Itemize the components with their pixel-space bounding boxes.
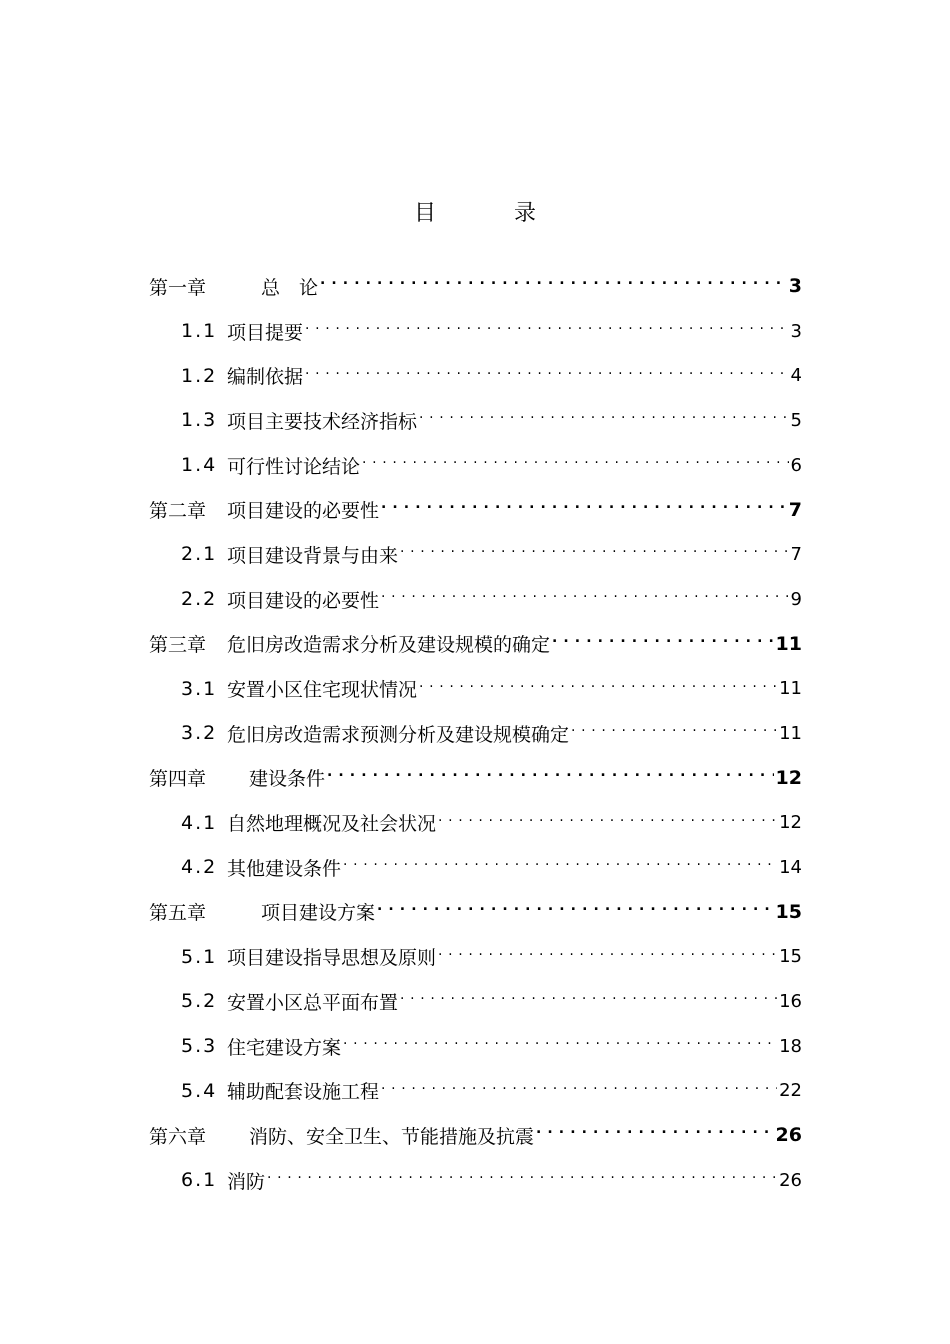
toc-entry-number: 3.2 xyxy=(181,722,218,745)
toc-page-number: 11 xyxy=(775,632,802,655)
toc-entry-number: 第三章 xyxy=(149,634,207,657)
toc-page-number: 12 xyxy=(775,766,802,789)
toc-section-entry[interactable] xyxy=(149,1068,802,1113)
dot-leader xyxy=(267,1170,777,1190)
toc-entry-number: 1.3 xyxy=(181,409,218,432)
dot-leader xyxy=(536,1125,774,1145)
toc-entry-number: 4.1 xyxy=(181,811,218,834)
toc-page-number: 18 xyxy=(779,1035,802,1057)
dot-leader xyxy=(327,768,774,788)
toc-page-number: 14 xyxy=(779,856,802,878)
toc-entry-number: 1.2 xyxy=(181,364,218,387)
toc-entry-number: 5.4 xyxy=(181,1079,218,1102)
toc-entry-number: 第六章 xyxy=(149,1125,207,1148)
dot-leader xyxy=(381,1081,777,1101)
toc-section-entry[interactable] xyxy=(149,711,802,756)
dot-leader xyxy=(419,410,789,430)
toc-page-number: 16 xyxy=(779,990,802,1012)
toc-entry-number: 1.1 xyxy=(181,320,218,343)
toc-section-entry[interactable] xyxy=(149,532,802,577)
toc-entry-number: 5.1 xyxy=(181,945,218,968)
toc-section-entry[interactable] xyxy=(149,577,802,622)
dot-leader xyxy=(362,455,789,475)
toc-page-number: 12 xyxy=(779,812,802,834)
toc-entry-number: 第四章 xyxy=(149,768,207,791)
dot-leader xyxy=(552,634,774,654)
toc-entry-title: 安置小区总平面布置 xyxy=(227,991,399,1014)
toc-entry-number: 3.1 xyxy=(181,677,218,700)
title-left-char: 目 xyxy=(413,201,436,226)
toc-entry-number: 5.2 xyxy=(181,990,218,1013)
toc-entry-title: 辅助配套设施工程 xyxy=(227,1081,380,1104)
toc-entry-title: 建设条件 xyxy=(249,768,326,791)
toc-section-entry[interactable] xyxy=(149,443,802,488)
toc-page-number: 22 xyxy=(779,1080,802,1102)
dot-leader xyxy=(438,947,777,967)
toc-entry-title: 危旧房改造需求分析及建设规模的确定 xyxy=(227,634,551,657)
toc-page-number: 26 xyxy=(775,1124,802,1147)
toc-section-entry[interactable] xyxy=(149,845,802,890)
dot-leader xyxy=(320,276,787,296)
dot-leader xyxy=(571,723,777,743)
toc-entry-title: 总 论 xyxy=(261,276,319,299)
toc-section-entry[interactable] xyxy=(149,979,802,1024)
toc-chapter-entry[interactable] xyxy=(149,1113,802,1158)
toc-entry-title: 项目建设方案 xyxy=(261,902,376,925)
toc-section-entry[interactable] xyxy=(149,309,802,354)
toc-entry-title: 编制依据 xyxy=(227,366,304,389)
toc-chapter-entry[interactable] xyxy=(149,890,802,935)
toc-chapter-entry[interactable] xyxy=(149,264,802,309)
dot-leader xyxy=(400,991,777,1011)
toc-page-number: 6 xyxy=(790,454,802,476)
dot-leader xyxy=(305,366,789,386)
toc-page-number: 11 xyxy=(779,678,802,700)
toc-section-entry[interactable] xyxy=(149,398,802,443)
toc-entry-title: 其他建设条件 xyxy=(227,857,342,880)
toc-entry-title: 住宅建设方案 xyxy=(227,1036,342,1059)
table-of-contents xyxy=(149,264,802,1202)
toc-entry-number: 1.4 xyxy=(181,454,218,477)
toc-entry-number: 第五章 xyxy=(149,902,207,925)
dot-leader xyxy=(438,813,777,833)
toc-entry-title: 可行性讨论结论 xyxy=(227,455,361,478)
toc-page-number: 15 xyxy=(775,900,802,923)
dot-leader xyxy=(377,902,774,922)
dot-leader xyxy=(343,857,777,877)
toc-section-entry[interactable] xyxy=(149,353,802,398)
toc-page-number: 15 xyxy=(779,946,802,968)
toc-entry-number: 第二章 xyxy=(149,500,207,523)
toc-entry-number: 6.1 xyxy=(181,1169,218,1192)
toc-entry-title: 消防 xyxy=(227,1170,266,1193)
toc-page-number: 11 xyxy=(779,722,802,744)
dot-leader xyxy=(419,679,777,699)
toc-entry-number: 5.3 xyxy=(181,1035,218,1058)
toc-entry-title: 项目提要 xyxy=(227,321,304,344)
toc-entry-title: 危旧房改造需求预测分析及建设规模确定 xyxy=(227,723,570,746)
toc-chapter-entry[interactable] xyxy=(149,756,802,801)
toc-section-entry[interactable] xyxy=(149,666,802,711)
toc-page-number: 3 xyxy=(790,320,802,342)
toc-page-number: 5 xyxy=(790,409,802,431)
toc-entry-title: 项目建设背景与由来 xyxy=(227,544,399,567)
toc-page-number: 9 xyxy=(790,588,802,610)
toc-page-number: 4 xyxy=(790,365,802,387)
toc-chapter-entry[interactable] xyxy=(149,487,802,532)
toc-page-number: 7 xyxy=(790,543,802,565)
toc-section-entry[interactable] xyxy=(149,1158,802,1203)
title-right-char: 录 xyxy=(514,201,537,226)
toc-section-entry[interactable] xyxy=(149,1024,802,1069)
toc-entry-number: 第一章 xyxy=(149,276,207,299)
dot-leader xyxy=(305,321,789,341)
dot-leader xyxy=(381,589,789,609)
toc-entry-title: 项目建设指导思想及原则 xyxy=(227,947,437,970)
toc-entry-title: 项目建设的必要性 xyxy=(227,589,380,612)
toc-entry-title: 项目建设的必要性 xyxy=(227,500,380,523)
toc-page-number: 3 xyxy=(788,275,802,298)
toc-entry-number: 2.1 xyxy=(181,543,218,566)
dot-leader xyxy=(381,500,787,520)
toc-chapter-entry[interactable] xyxy=(149,622,802,667)
toc-page-number: 26 xyxy=(779,1169,802,1191)
toc-entry-title: 安置小区住宅现状情况 xyxy=(227,679,418,702)
toc-section-entry[interactable] xyxy=(149,934,802,979)
toc-entry-title: 自然地理概况及社会状况 xyxy=(227,813,437,836)
toc-section-entry[interactable] xyxy=(149,800,802,845)
toc-entry-number: 2.2 xyxy=(181,588,218,611)
dot-leader xyxy=(343,1036,777,1056)
toc-entry-number: 4.2 xyxy=(181,856,218,879)
toc-entry-title: 消防、安全卫生、节能措施及抗震 xyxy=(249,1125,535,1148)
toc-entry-title: 项目主要技术经济指标 xyxy=(227,410,418,433)
dot-leader xyxy=(400,544,789,564)
page-title xyxy=(0,198,950,230)
toc-page-number: 7 xyxy=(788,498,802,521)
